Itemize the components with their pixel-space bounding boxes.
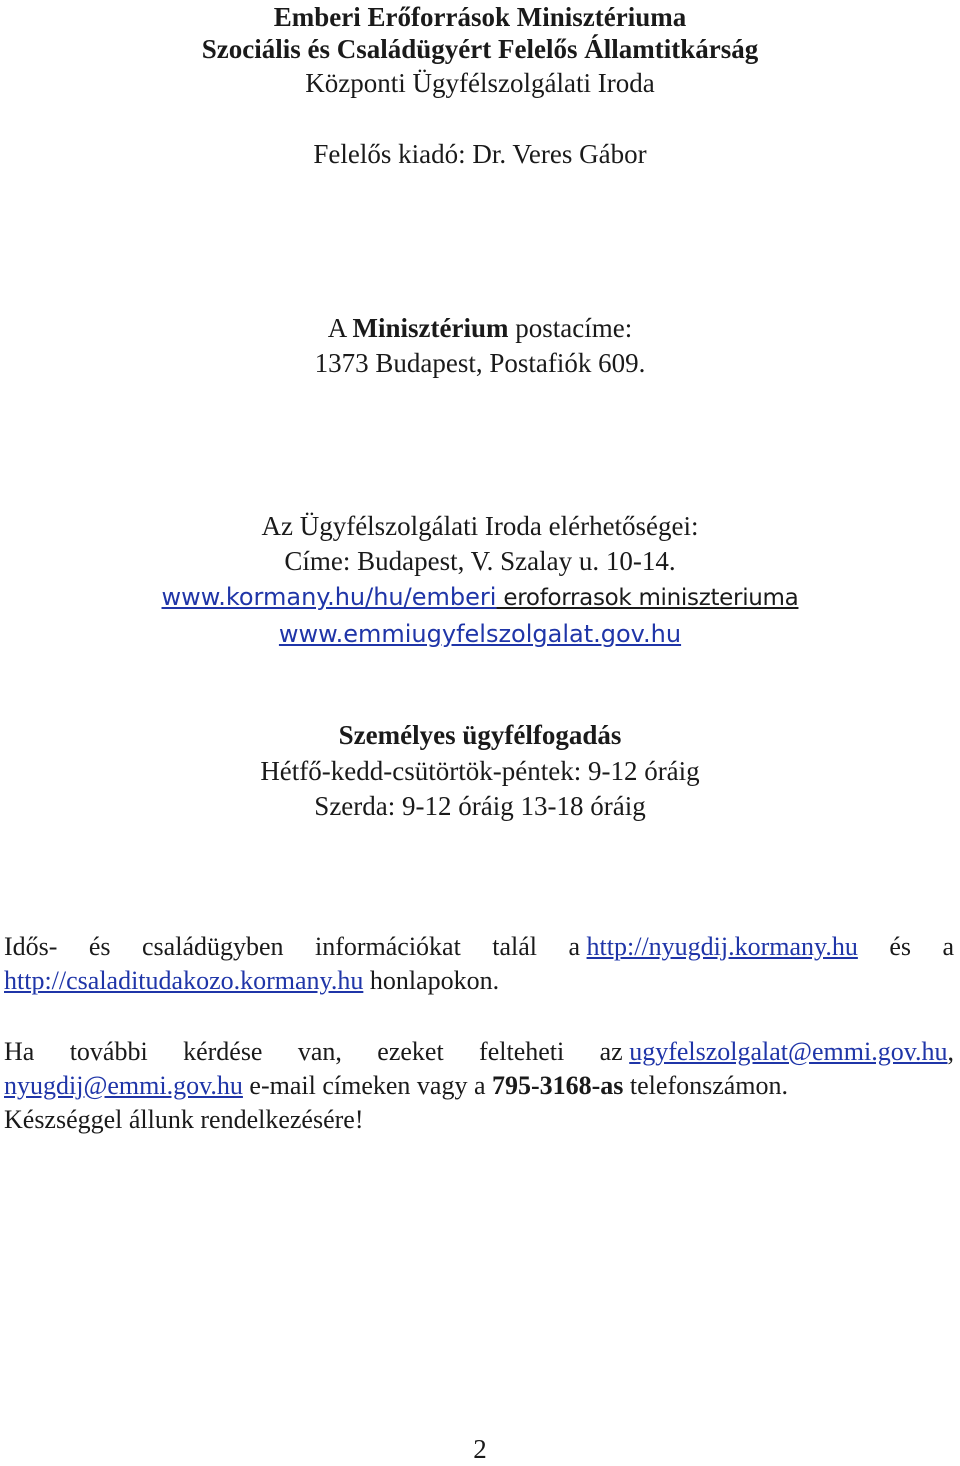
contacts-address: Címe: Budapest, V. Szalay u. 10-14.	[284, 546, 676, 576]
postal-address: 1373 Budapest, Postafiók 609.	[314, 348, 646, 378]
postal-ministry-word: Minisztérium	[352, 313, 509, 343]
questions-word: az	[599, 1037, 623, 1066]
csaladitudakozo-link[interactable]: http://csaladitudakozo.kormany.hu	[4, 966, 364, 995]
info-line-1	[4, 930, 954, 964]
questions-line-1	[4, 1035, 954, 1069]
info-word: családügyben	[142, 932, 284, 961]
questions-comma: ,	[947, 1037, 954, 1066]
office-title: Központi Ügyfélszolgálati Iroda	[305, 68, 655, 98]
info-tail: honlapokon.	[363, 966, 500, 995]
questions-mid: e-mail címeken vagy a	[242, 1071, 492, 1100]
page-number: 2	[473, 1434, 487, 1464]
info-word: és	[88, 932, 111, 961]
info-paragraph	[4, 930, 956, 998]
phone-number: 795-3168-as	[491, 1071, 624, 1100]
contacts-heading: Az Ügyfélszolgálati Iroda elérhetőségei:	[261, 511, 699, 541]
info-word: és	[889, 932, 911, 961]
questions-word: kérdése	[183, 1037, 263, 1066]
questions-line-2	[4, 1069, 956, 1103]
kormany-link-line	[0, 580, 960, 614]
publisher-line: Felelős kiadó: Dr. Veres Gábor	[313, 139, 647, 169]
info-word: információkat	[314, 932, 461, 961]
ministry-title: Emberi Erőforrások Minisztériuma	[273, 2, 687, 32]
postal-heading	[0, 311, 960, 345]
reception-title: Személyes ügyfélfogadás	[338, 720, 622, 750]
questions-word: további	[69, 1037, 148, 1066]
reception-hours-1: Hétfő-kedd-csütörtök-péntek: 9-12 óráig	[260, 756, 700, 786]
nyugdij-link[interactable]: http://nyugdij.kormany.hu	[586, 932, 858, 961]
reception-hours-2: Szerda: 9-12 óráig 13-18 óráig	[314, 791, 646, 821]
kormany-link-rest[interactable]: eroforrasok miniszteriuma	[496, 585, 799, 611]
info-word: talál	[492, 932, 538, 961]
info-word: a	[568, 932, 581, 961]
nyugdij-email-link[interactable]: nyugdij@emmi.gov.hu	[4, 1071, 243, 1100]
questions-word: ezeket	[377, 1037, 444, 1066]
questions-word: van,	[297, 1037, 342, 1066]
info-word: Idős-	[4, 932, 58, 961]
emmi-link-line	[0, 617, 960, 651]
info-word-a-with-link	[569, 930, 858, 964]
questions-word: Ha	[4, 1037, 35, 1066]
info-word: a	[942, 932, 954, 961]
questions-paragraph	[4, 1035, 956, 1137]
questions-word: felteheti	[479, 1037, 565, 1066]
postal-suffix: postacíme:	[515, 313, 633, 343]
state-secretariat-title: Szociális és Családügyért Felelős Államtitkárság	[201, 34, 759, 64]
emmiugyfelszolgalat-link[interactable]: www.emmiugyfelszolgalat.gov.hu	[278, 620, 682, 648]
postal-prefix: A	[327, 313, 346, 343]
questions-closing: Készséggel állunk rendelkezésére!	[4, 1105, 364, 1134]
questions-word-az-with-email	[600, 1035, 954, 1069]
ugyfelszolgalat-email-link[interactable]: ugyfelszolgalat@emmi.gov.hu	[629, 1037, 948, 1066]
questions-after-phone: telefonszámon.	[623, 1071, 789, 1100]
kormany-link[interactable]: www.kormany.hu/hu/emberi	[161, 583, 497, 611]
info-line-2	[4, 964, 956, 998]
